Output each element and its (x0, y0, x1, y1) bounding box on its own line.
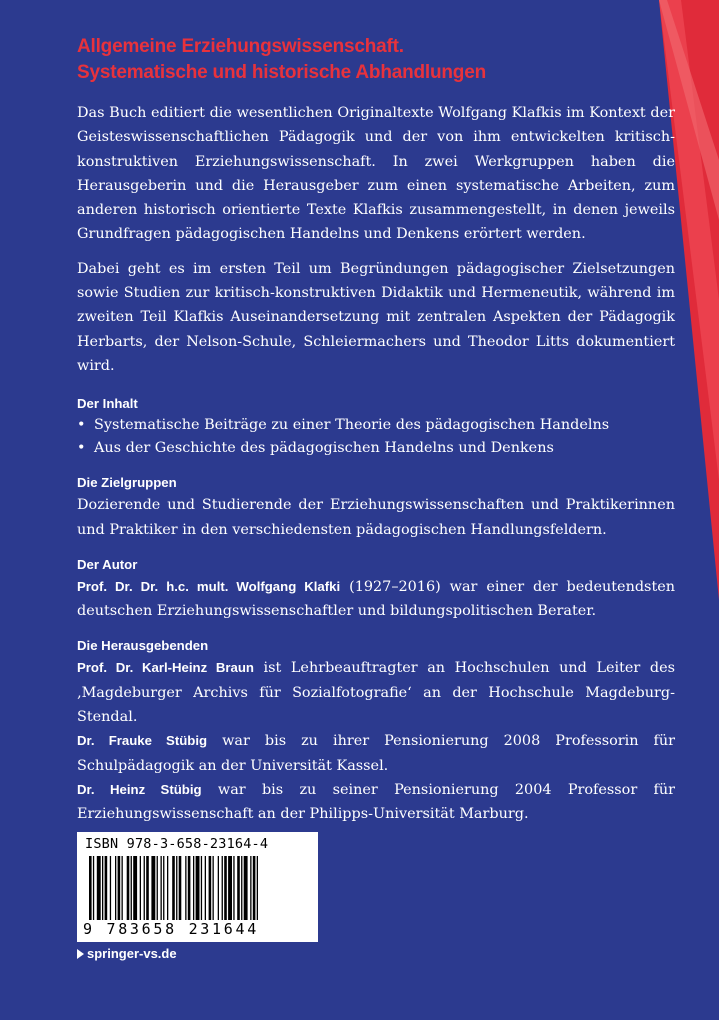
inhalt-heading: Der Inhalt (77, 396, 138, 412)
description-paragraph-1: Das Buch editiert die wesentlichen Originaltexte Wolfgang Klafkis im Kontext der Geisteswissenschaftlichen Pädagogik und der von ihm entwickelten kritisch-konstruktiven Erziehungswissenschaft. In zwei Werkgruppen haben die Herausgeberin und die Herausgeber zum einen systematische Arbeiten, zum anderen historisch orientierte Texte Klafkis zusammengestellt, in denen jeweils Grundfragen pädagogischen Handelns und Denkens erörtert werden. (77, 105, 675, 243)
autor-name: Prof. Dr. Dr. h.c. mult. Wolfgang Klafki (77, 578, 341, 594)
barcode-bar (122, 856, 123, 920)
barcode-bar (167, 856, 168, 920)
arrow-right-icon (77, 949, 84, 959)
list-item-text: Systematische Beiträge zu einer Theorie des pädagogischen Handelns (94, 417, 610, 434)
barcode-bar (105, 856, 108, 920)
barcode-bar (97, 856, 101, 920)
barcode-bar (146, 856, 149, 920)
bullet-icon: • (77, 417, 86, 434)
editor-bio (77, 656, 675, 729)
barcode-bar (144, 856, 145, 920)
barcode-bar (233, 856, 234, 920)
barcode-bar (115, 856, 116, 920)
barcode-bar (118, 856, 121, 920)
barcode-bar (196, 856, 200, 920)
title-line-2: Systematische und historische Abhandlungen (77, 62, 486, 83)
barcode-bar (133, 856, 137, 920)
autor-text: (1927–2016) war einer der bedeutendsten deutschen Erziehungswissenschaftler und bildungspolitischen Berater. (77, 578, 676, 620)
barcode-bar (228, 856, 232, 920)
barcode-bar (218, 856, 219, 920)
barcode-bar (127, 856, 130, 920)
barcode-bar (244, 856, 248, 920)
title-line-1: Allgemeine Erziehungswissenschaft. (77, 36, 404, 57)
editor-name: Dr. Frauke Stübig (77, 733, 208, 749)
barcode-bar (205, 856, 206, 920)
barcode-bar (185, 856, 186, 920)
barcode-bar (131, 856, 132, 920)
publisher-link-text: springer-vs.de (87, 946, 177, 961)
barcode-bar (188, 856, 191, 920)
barcode-bar (241, 856, 242, 920)
barcode-bar (93, 856, 94, 920)
ean-digits: 9 783658 231644 (83, 920, 259, 938)
barcode-bars (89, 856, 307, 920)
herausgebende-heading: Die Herausgebenden (77, 638, 209, 654)
barcode-bar (257, 856, 258, 920)
editor-name: Prof. Dr. Karl-Heinz Braun (77, 660, 254, 676)
editor-text: ist Lehrbeauftragter an Hochschulen und Leiter des ‚Magdeburger Archivs für Sozialfotografie‘ an der Hochschule Magdeburg-Stendal. (77, 660, 675, 726)
list-item (77, 414, 675, 437)
barcode-bar (224, 856, 227, 920)
list-item-text: Aus der Geschichte des pädagogischen Handelns und Denkens (94, 439, 554, 456)
barcode-bar (151, 856, 155, 920)
autor-bio (77, 575, 675, 624)
autor-heading: Der Autor (77, 556, 138, 572)
barcode-bar (237, 856, 240, 920)
barcode-bar (89, 856, 92, 920)
barcode-bar (201, 856, 202, 920)
isbn-label: ISBN 978-3-658-23164-4 (85, 836, 269, 852)
editor-text: war bis zu seiner Pensionierung 2004 Professor für Erziehungswissenschaft an der Philipps-Universität Marburg. (77, 781, 675, 823)
editor-bio (77, 729, 675, 778)
barcode-bar (222, 856, 223, 920)
barcode-bar (110, 856, 111, 920)
description-paragraph-2: Dabei geht es im ersten Teil um Begründungen pädagogischer Zielsetzungen sowie Studien zur kritisch-konstruktiven Didaktik und Hermeneutik, während im zweiten Teil Klafkis Auseinandersetzung mit zentralen Aspekten der Pädagogik Herbarts, der Nelson-Schule, Schleiermachers und Theodor Litts dokumentiert wird. (77, 260, 675, 374)
isbn-barcode (77, 832, 318, 942)
bullet-icon: • (77, 439, 86, 456)
book-title (77, 34, 675, 86)
barcode-bar (172, 856, 175, 920)
barcode-bar (179, 856, 182, 920)
editor-bio (77, 778, 675, 827)
barcode-bar (161, 856, 162, 920)
barcode-bar (140, 856, 141, 920)
editor-text: war bis zu ihrer Pensionierung 2008 Professorin für Schulpädagogik an der Universität Kassel. (77, 733, 676, 774)
barcode-bar (193, 856, 194, 920)
barcode-bar (102, 856, 103, 920)
zielgruppen-text: Dozierende und Studierende der Erziehungswissenschaften und Praktikerinnen und Praktiker in den verschiedensten pädagogischen Handlungsfeldern. (77, 497, 675, 538)
barcode-bar (163, 856, 164, 920)
list-item (77, 437, 675, 460)
barcode-bar (176, 856, 177, 920)
barcode-bar (157, 856, 158, 920)
barcode-bar (213, 856, 214, 920)
zielgruppen-heading: Die Zielgruppen (77, 475, 177, 491)
editor-name: Dr. Heinz Stübig (77, 781, 202, 797)
back-cover-content (77, 34, 675, 827)
barcode-bar (253, 856, 256, 920)
publisher-link[interactable] (77, 946, 177, 961)
barcode-bar (250, 856, 251, 920)
barcode-bar (209, 856, 212, 920)
inhalt-list (77, 414, 675, 459)
